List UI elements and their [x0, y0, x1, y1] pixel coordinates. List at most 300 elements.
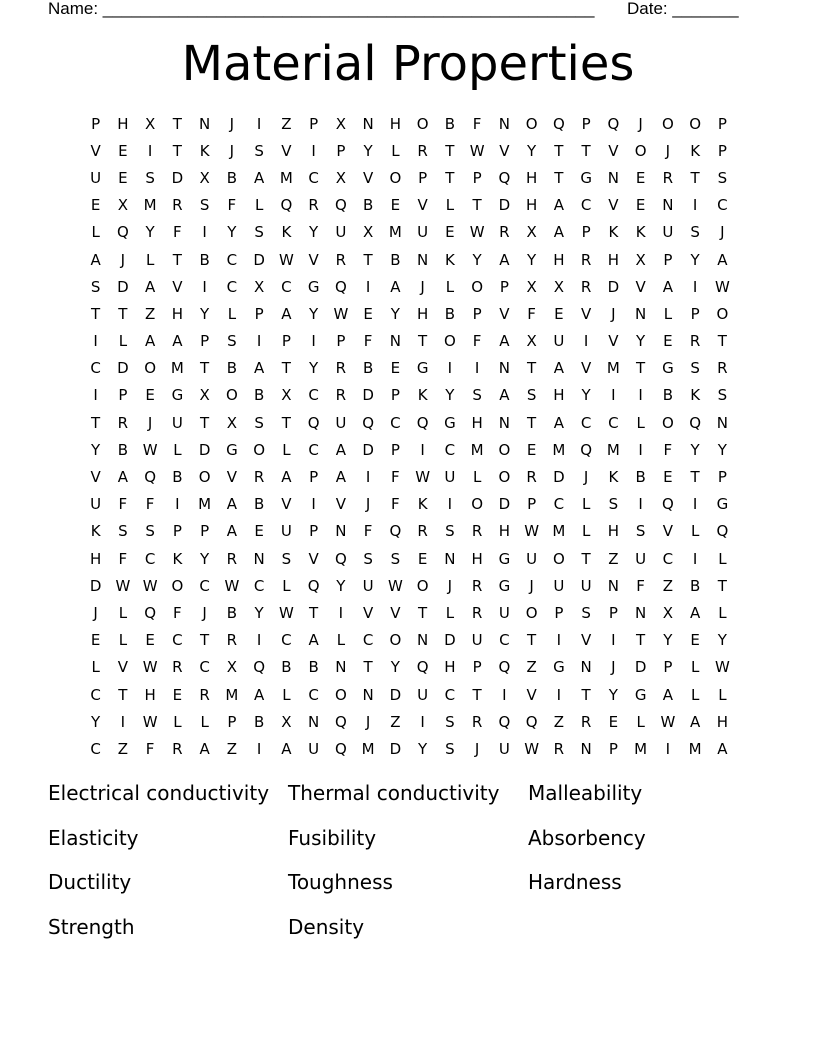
- grid-letter: J: [420, 277, 425, 296]
- grid-letter: M: [470, 440, 484, 459]
- grid-letter: Q: [716, 522, 729, 541]
- grid-letter: U: [335, 223, 347, 242]
- grid-letter: Y: [390, 658, 400, 677]
- grid-letter: U: [171, 413, 183, 432]
- grid-letter: E: [390, 359, 401, 378]
- grid-letter: Y: [717, 631, 727, 650]
- word-list-item: Ductility: [48, 870, 132, 895]
- grid-letter: A: [144, 277, 156, 296]
- grid-letter: A: [689, 603, 701, 622]
- grid-letter: A: [553, 413, 564, 432]
- grid-letter: Y: [309, 359, 319, 378]
- grid-letter: N: [335, 658, 347, 677]
- grid-letter: J: [120, 250, 126, 269]
- grid-letter: S: [390, 549, 401, 568]
- grid-letter: N: [335, 522, 347, 541]
- grid-letter: Q: [661, 495, 674, 514]
- grid-letter: C: [308, 440, 319, 459]
- grid-letter: B: [226, 359, 238, 378]
- grid-letter: N: [607, 168, 619, 187]
- grid-letter: I: [202, 277, 207, 296]
- grid-letter: R: [580, 712, 592, 731]
- grid-letter: D: [362, 440, 374, 459]
- grid-letter: J: [474, 739, 480, 758]
- grid-letter: S: [254, 141, 264, 160]
- grid-letter: Q: [552, 114, 565, 133]
- grid-letter: D: [389, 739, 402, 758]
- grid-letter: Q: [416, 658, 429, 677]
- grid-letter: N: [662, 196, 674, 215]
- word-list-item: Strength: [48, 915, 135, 940]
- grid-letter: A: [90, 250, 101, 269]
- word-list-item: Absorbency: [528, 825, 646, 850]
- grid-letter: E: [526, 440, 537, 459]
- grid-letter: E: [90, 196, 101, 215]
- grid-letter: F: [472, 332, 482, 351]
- grid-letter: P: [91, 114, 101, 133]
- header-line: [48, 0, 748, 22]
- grid-letter: D: [362, 386, 374, 405]
- grid-letter: C: [390, 413, 401, 432]
- grid-letter: P: [254, 304, 264, 323]
- grid-letter: A: [281, 304, 292, 323]
- grid-letter: A: [117, 468, 128, 487]
- grid-letter: N: [635, 304, 647, 323]
- grid-letter: P: [200, 332, 210, 351]
- grid-letter: A: [199, 739, 210, 758]
- word-list-item: Hardness: [528, 870, 622, 895]
- grid-letter: A: [499, 386, 510, 405]
- grid-letter: L: [173, 712, 182, 731]
- grid-letter: U: [471, 631, 483, 650]
- grid-letter: T: [527, 359, 537, 378]
- grid-letter: I: [120, 712, 126, 731]
- grid-letter: V: [526, 685, 537, 704]
- grid-letter: L: [118, 631, 128, 650]
- grid-letter: U: [553, 332, 565, 351]
- grid-letter: J: [229, 114, 235, 133]
- grid-letter: L: [581, 522, 591, 541]
- grid-letter: X: [199, 168, 210, 187]
- grid-letter: T: [717, 332, 727, 351]
- grid-letter: Y: [663, 631, 673, 650]
- letter-grid: [82, 110, 736, 763]
- grid-letter: X: [199, 386, 210, 405]
- grid-letter: O: [498, 468, 511, 487]
- grid-letter: V: [308, 250, 319, 269]
- grid-letter: L: [282, 440, 291, 459]
- grid-letter: O: [198, 468, 211, 487]
- grid-letter: T: [281, 359, 291, 378]
- grid-letter: I: [147, 141, 153, 160]
- grid-letter: M: [170, 359, 184, 378]
- grid-letter: T: [472, 196, 482, 215]
- grid-letter: V: [635, 277, 646, 296]
- grid-letter: B: [635, 468, 646, 487]
- grid-letter: C: [144, 549, 156, 568]
- grid-letter: M: [143, 196, 157, 215]
- grid-letter: Q: [334, 277, 347, 296]
- grid-letter: V: [117, 658, 128, 677]
- grid-letter: H: [144, 685, 156, 704]
- grid-letter: W: [142, 658, 158, 677]
- grid-letter: F: [118, 549, 128, 568]
- grid-letter: E: [690, 631, 700, 650]
- grid-letter: C: [308, 168, 319, 187]
- grid-letter: L: [200, 712, 209, 731]
- grid-letter: I: [474, 359, 480, 378]
- grid-letter: K: [690, 141, 701, 160]
- grid-letter: Q: [307, 576, 320, 595]
- grid-letter: C: [281, 631, 292, 650]
- grid-letter: L: [282, 685, 291, 704]
- grid-letter: N: [417, 631, 429, 650]
- grid-letter: V: [662, 522, 673, 541]
- grid-letter: N: [607, 576, 619, 595]
- grid-letter: V: [417, 196, 428, 215]
- grid-letter: W: [714, 277, 730, 296]
- grid-letter: T: [581, 549, 591, 568]
- grid-letter: P: [472, 304, 482, 323]
- grid-letter: S: [717, 168, 728, 187]
- grid-letter: X: [662, 603, 674, 622]
- grid-letter: A: [308, 631, 319, 650]
- grid-letter: R: [253, 468, 265, 487]
- grid-letter: L: [690, 685, 700, 704]
- grid-letter: L: [445, 277, 455, 296]
- grid-letter: T: [118, 685, 128, 704]
- grid-letter: C: [172, 631, 183, 650]
- grid-letter: S: [145, 168, 155, 187]
- grid-letter: B: [390, 250, 401, 269]
- grid-letter: W: [469, 141, 485, 160]
- grid-letter: Q: [389, 522, 402, 541]
- grid-letter: F: [636, 576, 645, 595]
- grid-letter: M: [361, 739, 375, 758]
- grid-letter: G: [662, 359, 674, 378]
- grid-letter: E: [635, 196, 646, 215]
- grid-letter: P: [663, 658, 673, 677]
- grid-letter: X: [144, 114, 156, 133]
- grid-letter: C: [90, 739, 101, 758]
- grid-letter: Q: [307, 413, 320, 432]
- grid-letter: I: [447, 359, 453, 378]
- grid-letter: V: [335, 495, 346, 514]
- grid-letter: R: [335, 359, 347, 378]
- grid-letter: I: [611, 386, 616, 405]
- grid-letter: C: [444, 685, 456, 704]
- grid-letter: E: [608, 712, 619, 731]
- grid-letter: P: [554, 603, 564, 622]
- grid-letter: T: [581, 141, 591, 160]
- grid-letter: A: [144, 332, 156, 351]
- grid-letter: L: [445, 196, 455, 215]
- grid-letter: V: [226, 468, 237, 487]
- grid-letter: L: [636, 712, 645, 731]
- grid-letter: R: [580, 277, 592, 296]
- grid-letter: A: [172, 332, 183, 351]
- grid-letter: L: [472, 468, 482, 487]
- grid-letter: R: [717, 359, 728, 378]
- grid-letter: L: [690, 658, 700, 677]
- grid-letter: U: [308, 739, 320, 758]
- grid-letter: T: [445, 168, 455, 187]
- grid-letter: Z: [608, 549, 619, 568]
- grid-letter: S: [717, 386, 728, 405]
- grid-letter: V: [580, 304, 592, 323]
- grid-letter: F: [391, 468, 400, 487]
- grid-letter: Z: [662, 576, 674, 595]
- grid-letter: P: [608, 739, 618, 758]
- grid-letter: R: [417, 141, 428, 160]
- grid-letter: E: [118, 141, 128, 160]
- grid-letter: H: [444, 658, 456, 677]
- grid-letter: O: [416, 576, 429, 595]
- grid-letter: Z: [390, 712, 401, 731]
- grid-letter: T: [200, 413, 210, 432]
- grid-letter: C: [608, 413, 619, 432]
- grid-letter: R: [526, 468, 537, 487]
- grid-letter: D: [117, 359, 129, 378]
- grid-letter: L: [636, 413, 645, 432]
- grid-letter: U: [444, 468, 456, 487]
- grid-letter: G: [416, 359, 429, 378]
- grid-letter: J: [611, 658, 616, 677]
- grid-letter: T: [200, 359, 210, 378]
- grid-letter: G: [716, 495, 729, 514]
- grid-letter: Y: [91, 712, 101, 731]
- grid-letter: T: [200, 631, 210, 650]
- grid-letter: T: [445, 141, 455, 160]
- grid-letter: P: [227, 712, 237, 731]
- grid-letter: X: [335, 114, 347, 133]
- grid-letter: Y: [527, 250, 537, 269]
- grid-letter: T: [363, 250, 373, 269]
- grid-letter: T: [636, 359, 646, 378]
- grid-letter: B: [308, 658, 319, 677]
- grid-letter: A: [499, 250, 510, 269]
- grid-letter: O: [443, 332, 456, 351]
- grid-letter: J: [720, 223, 725, 242]
- grid-letter: R: [226, 631, 238, 650]
- grid-letter: Q: [498, 168, 511, 187]
- grid-letter: L: [91, 223, 100, 242]
- grid-letter: T: [363, 658, 373, 677]
- grid-letter: T: [690, 468, 700, 487]
- grid-letter: F: [145, 739, 155, 758]
- grid-letter: H: [553, 386, 565, 405]
- grid-letter: C: [253, 576, 265, 595]
- grid-letter: J: [365, 495, 371, 514]
- grid-letter: B: [444, 304, 456, 323]
- grid-letter: S: [118, 522, 128, 541]
- grid-letter: Y: [363, 141, 373, 160]
- grid-letter: E: [417, 549, 428, 568]
- grid-letter: Z: [117, 739, 129, 758]
- word-list-item: Density: [288, 915, 365, 940]
- grid-letter: R: [553, 739, 565, 758]
- grid-letter: K: [608, 223, 619, 242]
- grid-letter: B: [362, 359, 374, 378]
- grid-letter: P: [499, 277, 509, 296]
- grid-letter: L: [173, 440, 182, 459]
- grid-letter: P: [418, 168, 428, 187]
- grid-letter: U: [553, 576, 565, 595]
- grid-letter: P: [472, 168, 482, 187]
- grid-letter: X: [253, 277, 265, 296]
- grid-letter: V: [90, 468, 101, 487]
- grid-letter: Y: [690, 440, 700, 459]
- grid-letter: X: [553, 277, 565, 296]
- grid-letter: I: [638, 495, 643, 514]
- grid-letter: E: [390, 196, 401, 215]
- grid-letter: C: [662, 549, 674, 568]
- grid-letter: A: [662, 277, 673, 296]
- grid-letter: M: [688, 739, 702, 758]
- grid-letter: H: [471, 413, 483, 432]
- grid-letter: G: [498, 576, 511, 595]
- grid-letter: N: [308, 712, 320, 731]
- grid-letter: N: [716, 413, 728, 432]
- grid-letter: X: [362, 223, 374, 242]
- grid-letter: T: [172, 250, 182, 269]
- grid-letter: D: [389, 685, 402, 704]
- grid-letter: X: [526, 277, 537, 296]
- grid-letter: Q: [116, 223, 129, 242]
- grid-letter: L: [336, 631, 346, 650]
- grid-letter: R: [335, 386, 347, 405]
- grid-letter: V: [390, 603, 401, 622]
- grid-letter: A: [281, 468, 292, 487]
- grid-letter: B: [172, 468, 183, 487]
- grid-letter: L: [718, 603, 727, 622]
- grid-letter: V: [608, 141, 619, 160]
- grid-letter: V: [308, 549, 319, 568]
- grid-letter: X: [281, 712, 292, 731]
- grid-letter: U: [635, 549, 647, 568]
- grid-letter: F: [391, 495, 400, 514]
- grid-letter: R: [117, 413, 129, 432]
- grid-letter: D: [607, 277, 620, 296]
- grid-letter: B: [689, 576, 701, 595]
- grid-letter: Q: [525, 712, 538, 731]
- grid-letter: S: [363, 549, 373, 568]
- grid-letter: Z: [553, 712, 565, 731]
- grid-letter: H: [89, 549, 102, 568]
- grid-letter: C: [444, 440, 456, 459]
- grid-letter: I: [338, 603, 344, 622]
- date-field-label: Date: _______: [627, 0, 739, 18]
- grid-letter: I: [638, 440, 643, 459]
- grid-letter: I: [256, 631, 262, 650]
- grid-letter: M: [552, 522, 566, 541]
- grid-letter: B: [444, 114, 456, 133]
- grid-letter: R: [308, 196, 319, 215]
- grid-letter: D: [634, 658, 647, 677]
- grid-letter: Q: [334, 739, 347, 758]
- grid-letter: A: [253, 359, 265, 378]
- grid-letter: H: [607, 250, 620, 269]
- grid-letter: X: [526, 332, 537, 351]
- grid-letter: U: [526, 549, 538, 568]
- grid-letter: I: [256, 114, 262, 133]
- grid-letter: M: [388, 223, 402, 242]
- grid-letter: F: [227, 196, 237, 215]
- grid-letter: A: [226, 522, 237, 541]
- grid-letter: W: [142, 440, 158, 459]
- grid-letter: I: [175, 495, 180, 514]
- grid-letter: P: [172, 522, 182, 541]
- grid-letter: R: [580, 250, 592, 269]
- grid-letter: U: [90, 168, 102, 187]
- grid-letter: C: [199, 658, 210, 677]
- grid-letter: P: [336, 332, 346, 351]
- grid-letter: B: [362, 196, 374, 215]
- grid-letter: I: [311, 495, 316, 514]
- grid-letter: O: [171, 576, 184, 595]
- grid-letter: T: [690, 168, 700, 187]
- grid-letter: I: [256, 739, 262, 758]
- grid-letter: I: [638, 386, 643, 405]
- grid-letter: I: [365, 468, 371, 487]
- grid-letter: Q: [498, 658, 511, 677]
- grid-letter: D: [444, 631, 456, 650]
- grid-letter: C: [553, 495, 565, 514]
- grid-letter: F: [363, 332, 373, 351]
- grid-letter: T: [527, 413, 537, 432]
- grid-letter: P: [309, 522, 319, 541]
- grid-letter: L: [718, 549, 727, 568]
- grid-letter: O: [634, 141, 647, 160]
- grid-letter: T: [172, 114, 182, 133]
- grid-letter: F: [363, 522, 373, 541]
- grid-letter: K: [608, 468, 619, 487]
- grid-letter: U: [90, 495, 102, 514]
- grid-letter: O: [689, 114, 702, 133]
- grid-letter: H: [171, 304, 184, 323]
- grid-letter: S: [472, 386, 482, 405]
- grid-letter: W: [660, 712, 676, 731]
- grid-letter: H: [389, 114, 402, 133]
- grid-letter: W: [224, 576, 240, 595]
- grid-letter: R: [499, 223, 510, 242]
- grid-letter: T: [472, 685, 482, 704]
- grid-letter: N: [253, 549, 265, 568]
- grid-letter: Y: [227, 223, 237, 242]
- grid-letter: C: [90, 685, 101, 704]
- grid-letter: D: [198, 440, 211, 459]
- grid-letter: K: [90, 522, 101, 541]
- grid-letter: Y: [445, 386, 455, 405]
- grid-letter: S: [227, 332, 237, 351]
- grid-letter: S: [199, 196, 210, 215]
- grid-letter: O: [389, 631, 402, 650]
- grid-letter: A: [662, 685, 673, 704]
- grid-letter: V: [608, 332, 619, 351]
- grid-letter: V: [281, 495, 292, 514]
- grid-letter: T: [554, 168, 564, 187]
- grid-letter: L: [91, 658, 100, 677]
- grid-letter: T: [717, 576, 727, 595]
- word-list-item: Electrical conductivity: [48, 781, 270, 805]
- grid-letter: I: [256, 332, 262, 351]
- grid-letter: S: [145, 522, 155, 541]
- grid-letter: F: [173, 603, 182, 622]
- grid-letter: O: [471, 277, 484, 296]
- grid-letter: V: [499, 141, 510, 160]
- grid-letter: S: [90, 277, 101, 296]
- grid-letter: R: [417, 522, 428, 541]
